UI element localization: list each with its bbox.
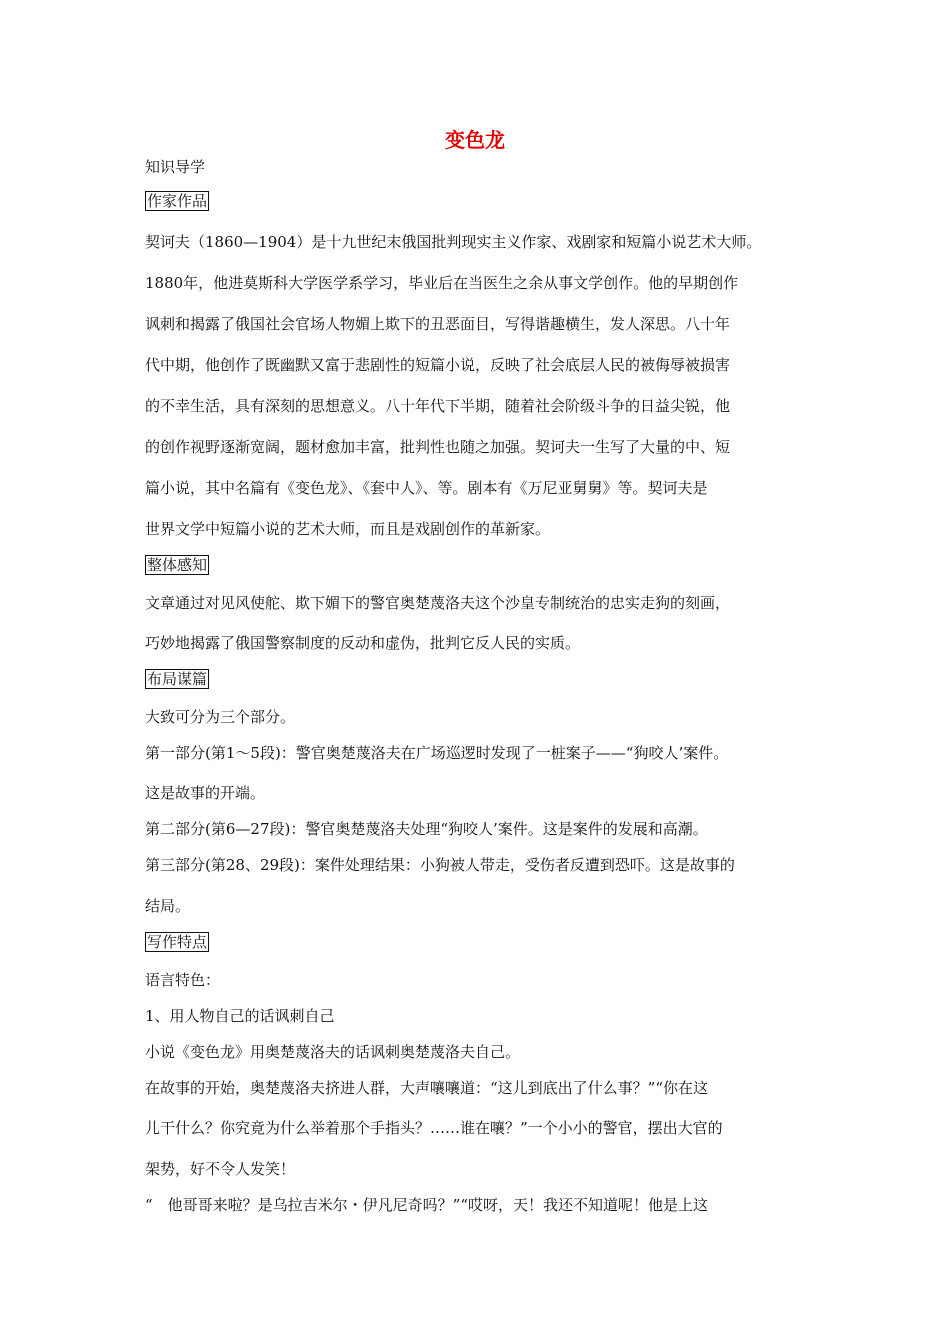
paragraph-line: 契诃夫（1860—1904）是十九世纪末俄国批判现实主义作家、戏剧家和短篇小说艺术大师。 xyxy=(145,233,762,251)
section-heading-structure xyxy=(145,669,209,689)
paragraph-line: 巧妙地揭露了俄国警察制度的反动和虚伪，批判它反人民的实质。 xyxy=(145,634,581,652)
paragraph-line: 第二部分(第6—27段)：警官奥楚蔑洛夫处理“狗咬人’案件。这是案件的发展和高潮。 xyxy=(145,820,708,838)
paragraph-line: 语言特色： xyxy=(145,971,221,989)
paragraph-line: 结局。 xyxy=(145,897,191,915)
paragraph-line: 第一部分(第1～5段)：警官奥楚蔑洛夫在广场巡逻时发现了一桩案子——“狗咬人’案件。 xyxy=(145,744,729,762)
paragraph-line: 篇小说，其中名篇有《变色龙》、《套中人》、等。剧本有《万尼亚舅舅》等。契诃夫是 xyxy=(145,479,708,497)
heading-box: 布局谋篇 xyxy=(147,670,208,688)
section-heading-overall xyxy=(145,555,209,575)
paragraph-line: 大致可分为三个部分。 xyxy=(145,708,296,726)
heading-box: 整体感知 xyxy=(147,556,208,574)
paragraph-line: 架势，好不令人发笑！ xyxy=(145,1160,296,1178)
paragraph-line: 在故事的开始，奥楚蔑洛夫挤进人群，大声嚷嚷道：“这儿到底出了什么事？”“你在这 xyxy=(145,1079,709,1097)
paragraph-line: 世界文学中短篇小说的艺术大师，而且是戏剧创作的革新家。 xyxy=(145,520,551,538)
paragraph-line: 小说《变色龙》用奥楚蔑洛夫的话讽刺奥楚蔑洛夫自己。 xyxy=(145,1043,521,1061)
paragraph-line: 的不幸生活，具有深刻的思想意义。八十年代下半期，随着社会阶级斗争的日益尖锐，他 xyxy=(145,397,731,415)
paragraph-line: 第三部分(第28、29段)：案件处理结果：小狗被人带走，受伤者反遭到恐吓。这是故事的 xyxy=(145,856,735,874)
paragraph-line: 1880年，他进莫斯科大学医学系学习，毕业后在当医生之余从事文学创作。他的早期创作 xyxy=(145,274,739,292)
section-intro-label: 知识导学 xyxy=(145,158,206,176)
paragraph-line: 文章通过对见风使舵、欺下媚下的警官奥楚蔑洛夫这个沙皇专制统治的忠实走狗的刻画， xyxy=(145,594,731,612)
section-heading-author-works xyxy=(145,191,209,211)
paragraph-line: 儿干什么？你究竟为什么举着那个手指头？……谁在嚷？”一个小小的警官，摆出大官的 xyxy=(145,1119,723,1137)
document-title: 变色龙 xyxy=(445,128,505,152)
paragraph-line: 的创作视野逐渐宽阔，题材愈加丰富，批判性也随之加强。契诃夫一生写了大量的中、短 xyxy=(145,438,731,456)
paragraph-line: 1、用人物自己的话讽刺自己 xyxy=(145,1007,335,1025)
heading-box: 作家作品 xyxy=(147,192,208,210)
paragraph-line: 代中期，他创作了既幽默又富于悲剧性的短篇小说，反映了社会底层人民的被侮辱被损害 xyxy=(145,356,731,374)
paragraph-line: 这是故事的开端。 xyxy=(145,784,266,802)
section-heading-writing xyxy=(145,932,209,952)
paragraph-line: 讽刺和揭露了俄国社会官场人物媚上欺下的丑恶面目，写得谐趣横生，发人深思。八十年 xyxy=(145,315,731,333)
paragraph-line: “ 他哥哥来啦？是乌拉吉米尔・伊凡尼奇吗？”“哎呀，天！我还不知道呢！他是上这 xyxy=(145,1196,709,1214)
heading-box: 写作特点 xyxy=(147,933,208,951)
